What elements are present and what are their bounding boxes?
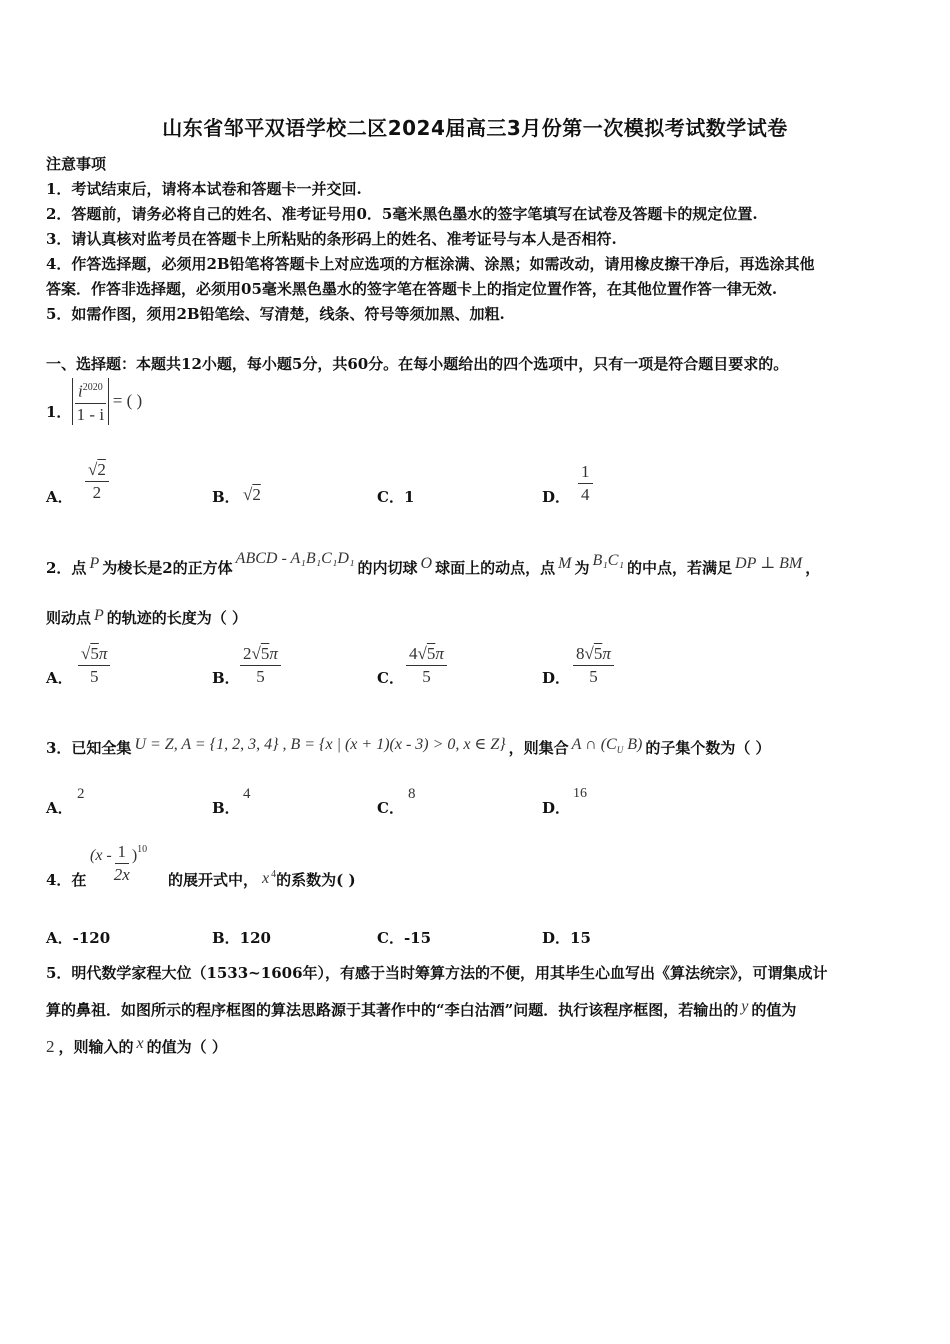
q1-option-d-label: D．: [542, 488, 571, 506]
q2-option-c: $\frac{4√5\pi}{5}$: [406, 644, 447, 687]
q3-option-d: 16: [573, 786, 587, 801]
q1-option-b: √2: [243, 485, 261, 504]
notice-item: 5．如需作图，须用2B铅笔绘、写清楚，线条、符号等须加黑、加粗.: [46, 305, 505, 323]
q2-option-a: $\frac{√5\pi}{5}$: [78, 644, 110, 687]
q3-option-d-label: D．: [542, 799, 571, 817]
q3-option-c-label: C．: [377, 799, 404, 817]
q5-line2: 算的鼻祖．如图所示的程序框图的算法思路源于其著作中的“李白沽酒”问题．执行该程序框图，若输出的 y 的值为: [46, 998, 797, 1019]
q1-option-d: $\frac{1}{4}$: [578, 462, 593, 505]
notice-item: 4．作答选择题，必须用2B铅笔将答题卡上对应选项的方框涂满、涂黑；如需改动，请用橡皮擦干净后，再选涂其他: [46, 255, 815, 273]
q3-option-a: 2: [77, 786, 85, 802]
q2-line2: 则动点 P 的轨迹的长度为（ ）: [46, 607, 248, 627]
q4-option-a: A．-120: [46, 929, 111, 947]
q3-option-b-label: B．: [212, 799, 240, 817]
q1-option-a: $\frac{√2}{2}$: [85, 460, 109, 503]
q1-fraction: $\frac{i^{2020}}{1 - i}$: [75, 378, 106, 425]
q4-option-d: D．15: [542, 929, 591, 947]
q3-option-b: 4: [243, 786, 251, 802]
q2-option-b: $\frac{2√5\pi}{5}$: [240, 644, 281, 687]
notice-item: 1．考试结束后，请将本试卷和答题卡一并交回.: [46, 180, 362, 198]
q4-option-c: C．-15: [377, 929, 432, 947]
q3-option-c: 8: [408, 786, 416, 802]
q3-stem: 3．已知全集 U = Z, A = {1, 2, 3, 4} , B = {x | (x + 1)(x - 3) > 0, x ∈ Z} ，则集合 A ∩ ($C_U$ B) 的子集个数为（ ）: [46, 736, 771, 757]
notice-item: 2．答题前，请务必将自己的姓名、准考证号用0．5毫米黑色墨水的签字笔填写在试卷及答题卡的规定位置.: [46, 205, 758, 223]
section-heading: 一、选择题：本题共12小题，每小题5分，共60分。在每小题给出的四个选项中，只有一项是符合题目要求的。: [46, 355, 789, 373]
q4-binomial: (x - $\frac{1}{2x}$ ) 10: [90, 842, 148, 884]
q1-option-b-label: B．: [212, 488, 240, 506]
q1-option-c: C．1: [377, 488, 415, 506]
q4-prefix: 4．在: [46, 871, 87, 889]
q2-line1: 2．点 P 为棱长是2的正方体 ABCD - A₁B₁C₁D₁ 的内切球 O 球面上的动点，点 M 为 B₁C₁ 的中点，若满足 DP ⊥ BM ，: [46, 550, 821, 577]
q1-option-a-label: A．: [46, 488, 73, 506]
q5-line3: 2 ，则输入的 x 的值为（ ）: [46, 1035, 227, 1056]
q1-number: 1．: [46, 403, 72, 421]
q2-option-a-label: A．: [46, 669, 73, 687]
notice-item: 答案．作答非选择题，必须用05毫米黑色墨水的签字笔在答题卡上的指定位置作答，在其他位置作答一律无效.: [46, 280, 778, 298]
q3-option-a-label: A．: [46, 799, 73, 817]
q4-option-b: B．120: [212, 929, 271, 947]
q2-option-b-label: B．: [212, 669, 240, 687]
q2-option-d-label: D．: [542, 669, 571, 687]
notice-heading: 注意事项: [46, 155, 107, 173]
q2-option-d: $\frac{8√5\pi}{5}$: [573, 644, 614, 687]
notice-item: 3．请认真核对监考员在答题卡上所粘贴的条形码上的姓名、准考证号与本人是否相符.: [46, 230, 617, 248]
q2-option-c-label: C．: [377, 669, 404, 687]
q5-line1: 5．明代数学家程大位（1533~1606年），有感于当时筹算方法的不便，用其毕生心血写出《算法统宗》，可谓集成计: [46, 964, 828, 982]
page-title: 山东省邹平双语学校二区2024届高三3月份第一次模拟考试数学试卷: [162, 116, 788, 140]
q1-expression: $\frac{i^{2020}}{1 - i}$ = ( ): [72, 378, 142, 425]
q4-stem: 的展开式中， x 4 的系数为( ): [168, 869, 356, 889]
